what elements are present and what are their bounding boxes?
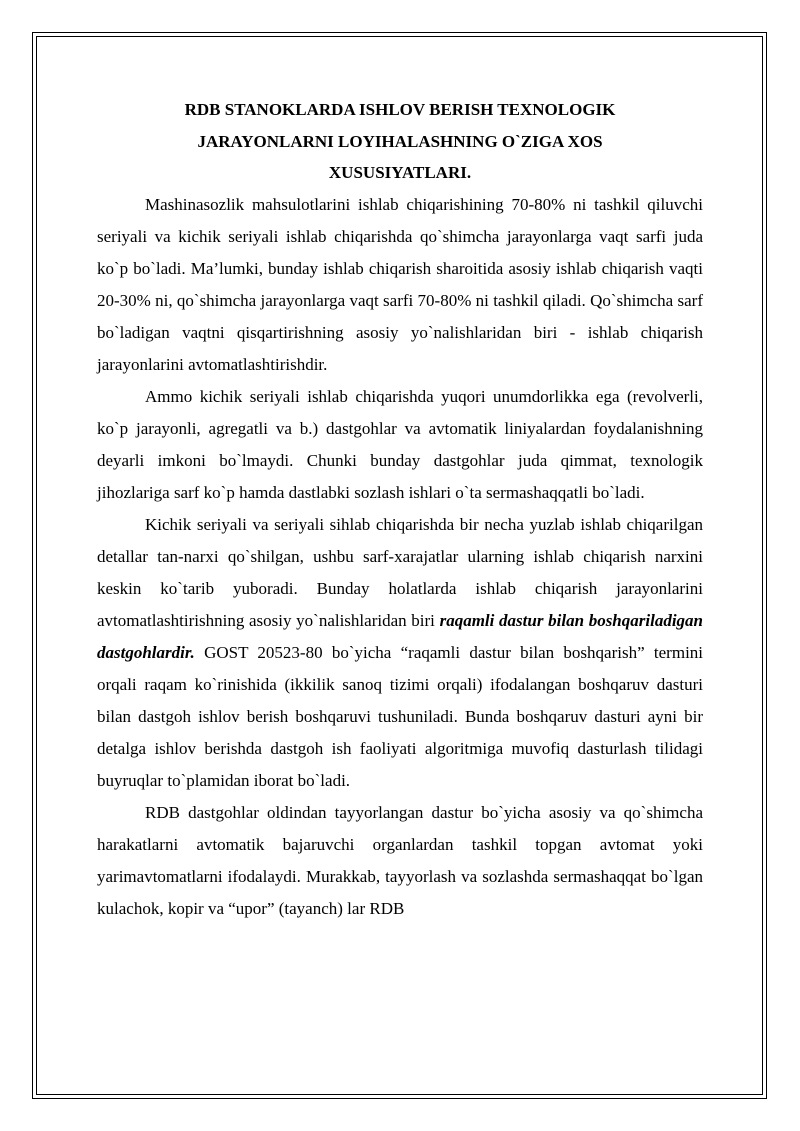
document-title	[97, 94, 703, 189]
paragraph-3	[97, 509, 703, 797]
title-line-1: RDB STANOKLARDA ISHLOV BERISH TEXNOLOGIK	[184, 100, 616, 119]
paragraph-3-text-a: Kichik seriyali va seriyali sihlab chiqarishda bir necha yuzlab ishlab chiqarilgan detallar tan-narxi qo`shilgan, ushbu sarf-xarajatlar ularning ishlab chiqarish narxini keskin ko`tarib yuboradi. Bunday holatlarda ishlab chiqarish jarayonlarini avtomatlashtirishning asosiy yo`nalishlaridan biri	[97, 514, 703, 630]
document-body	[97, 94, 703, 925]
paragraph-3-text-b: GOST 20523-80 bo`yicha “raqamli dastur bilan boshqarish” termini orqali raqam ko`rinishida (ikkilik sanoq tizimi orqali) ifodalangan boshqaruv dasturi bilan dastgoh ishlov berish boshqaruvi tushuniladi. Bunda boshqaruv dasturi ayni bir detalga ishlov berishda dastgoh ish faoliyati algoritmiga muvofiq dasturlash tilidagi buyruqlar to`plamidan iborat bo`ladi.	[97, 642, 704, 790]
paragraph-2: Ammo kichik seriyali ishlab chiqarishda yuqori unumdorlikka ega (revolverli, ko`p jarayonli, agregatli va b.) dastgohlar va avtomatik liniyalardan foydalanishning deyarli imkoni bo`lmaydi. Chunki bunday dastgohlar juda qimmat, texnologik jihozlariga sarf ko`p hamda dastlabki sozlash ishlari o`ta sermashaqqatli bo`ladi.	[97, 386, 703, 502]
title-line-3: XUSUSIYATLARI.	[328, 163, 472, 182]
paragraph-3-emphasis: raqamli dastur bilan boshqariladigan dastgohlardir.	[97, 610, 703, 662]
paragraph-4: RDB dastgohlar oldindan tayyorlangan dastur bo`yicha asosiy va qo`shimcha harakatlarni avtomatik bajaruvchi organlardan tashkil topgan avtomat yoki yarimavtomatlarni ifodalaydi. Murakkab, tayyorlash va sozlashda sermashaqqat bo`lgan kulachok, kopir va “upor” (tayanch) lar RDB	[97, 802, 703, 918]
title-line-2: JARAYONLARNI LOYIHALASHNING O`ZIGA XOS	[197, 131, 603, 151]
paragraph-1: Mashinasozlik mahsulotlarini ishlab chiqarishining 70-80% ni tashkil qiluvchi seriyali va kichik seriyali ishlab chiqarishda qo`shimcha jarayonlarga vaqt sarfi juda ko`p bo`ladi. Ma’lumki, bunday ishlab chiqarish sharoitida asosiy ishlab chiqarish vaqti 20-30% ni, qo`shimcha jarayonlarga vaqt sarfi 70-80% ni tashkil qiladi. Qo`shimcha sarf bo`ladigan vaqtni qisqartirishning asosiy yo`nalishlaridan biri - ishlab chiqarish jarayonlarini avtomatlashtirishdir.	[97, 194, 703, 374]
